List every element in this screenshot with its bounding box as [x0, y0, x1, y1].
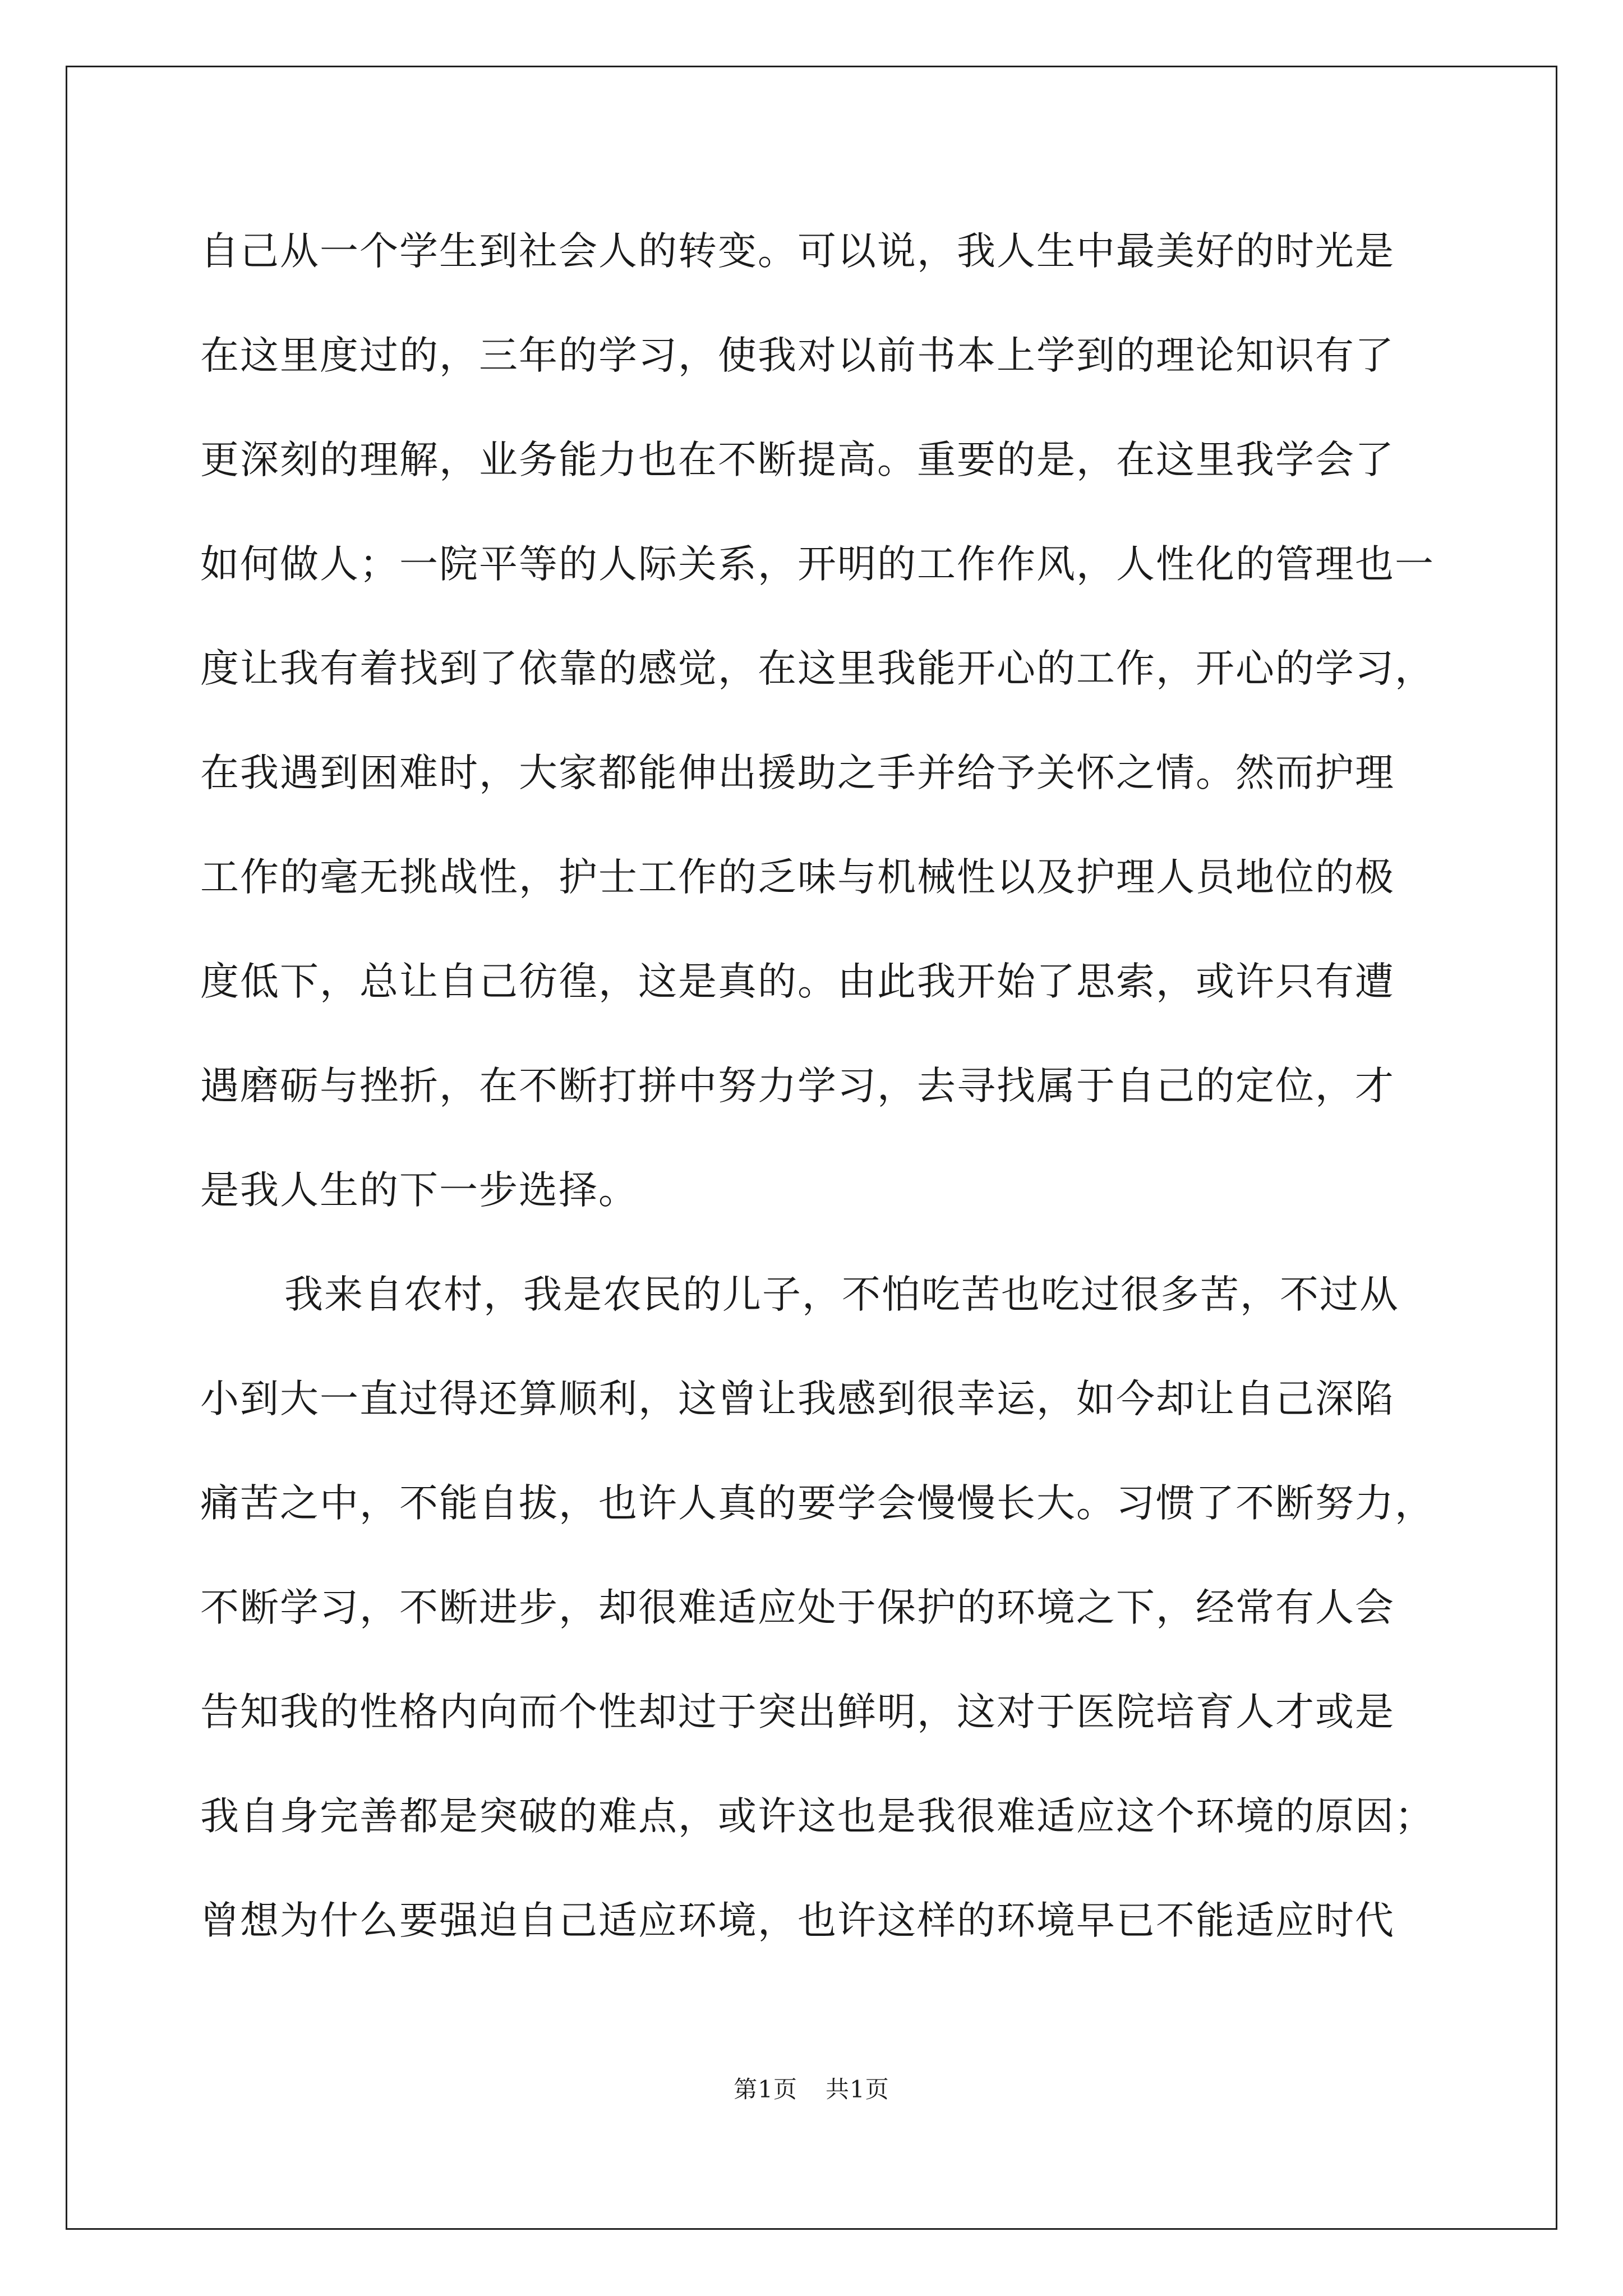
text-line: 度低下，总让自己彷徨，这是真的。由此我开始了思索，或许只有遭 — [200, 959, 1395, 1004]
page-number-current: 第1页 — [734, 2076, 797, 2103]
text-line: 在这里度过的，三年的学习，使我对以前书本上学到的理论知识有了 — [200, 333, 1395, 378]
text-line: 不断学习，不断进步，却很难适应处于保护的环境之下，经常有人会 — [200, 1585, 1395, 1630]
text-line: 度让我有着找到了依靠的感觉，在这里我能开心的工作，开心的学习， — [200, 646, 1435, 691]
page-number-total: 共1页 — [826, 2076, 889, 2103]
text-line: 告知我的性格内向而个性却过于突出鲜明，这对于医院培育人才或是 — [200, 1690, 1395, 1734]
paragraph-start-line: 我来自农村，我是农民的儿子，不怕吃苦也吃过很多苦，不过从 — [284, 1272, 1399, 1317]
text-line: 小到大一直过得还算顺利，这曾让我感到很幸运，如今却让自己深陷 — [200, 1377, 1395, 1421]
text-line: 痛苦之中，不能自拔，也许人真的要学会慢慢长大。习惯了不断努力， — [200, 1481, 1435, 1526]
text-line: 工作的毫无挑战性，护士工作的乏味与机械性以及护理人员地位的极 — [200, 855, 1395, 900]
document-body — [200, 218, 1440, 1991]
text-line: 是我人生的下一步选择。 — [200, 1168, 638, 1213]
text-line: 曾想为什么要强迫自己适应环境，也许这样的环境早已不能适应时代 — [200, 1898, 1395, 1943]
text-line: 更深刻的理解，业务能力也在不断提高。重要的是，在这里我学会了 — [200, 438, 1395, 482]
text-line: 在我遇到困难时，大家都能伸出援助之手并给予关怀之情。然而护理 — [200, 751, 1395, 795]
page-footer — [0, 2071, 1623, 2105]
text-line: 遇磨砺与挫折，在不断打拼中努力学习，去寻找属于自己的定位，才 — [200, 1064, 1395, 1108]
text-line: 我自身完善都是突破的难点，或许这也是我很难适应这个环境的原因； — [200, 1794, 1435, 1839]
text-line: 自己从一个学生到社会人的转变。可以说，我人生中最美好的时光是 — [200, 229, 1395, 274]
text-line: 如何做人；一院平等的人际关系，开明的工作作风，人性化的管理也一 — [200, 542, 1435, 587]
